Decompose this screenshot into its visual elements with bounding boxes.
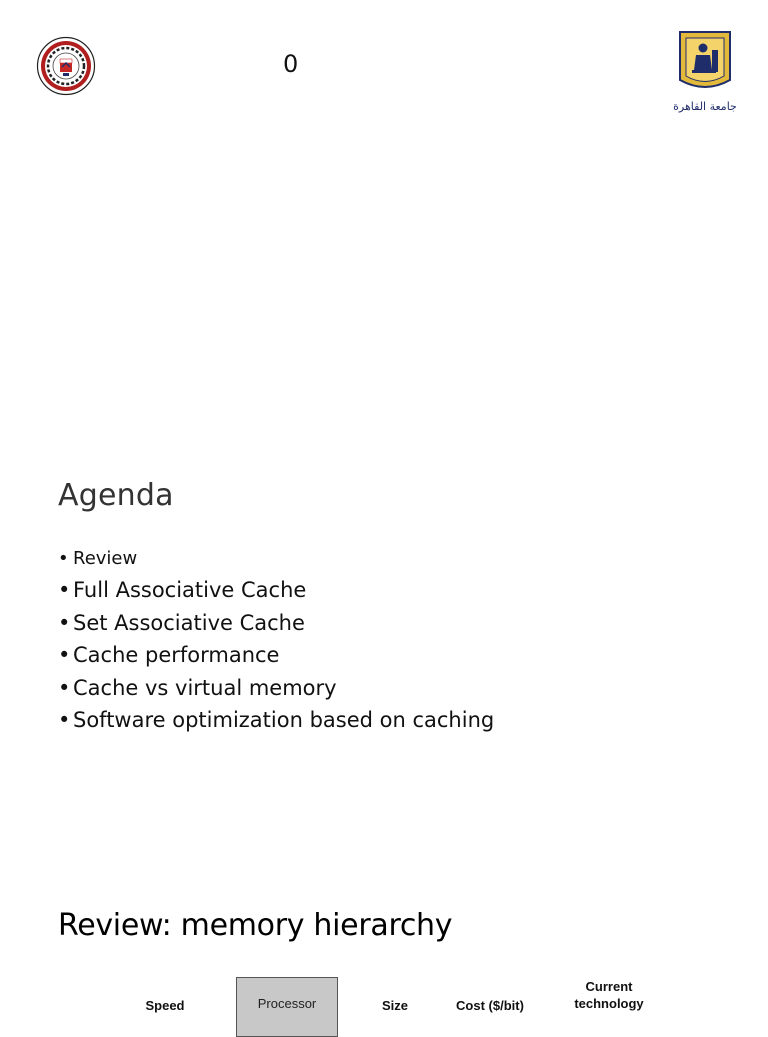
agenda-item-text: Set Associative Cache [73, 610, 305, 635]
agenda-item [58, 548, 494, 578]
review-title: Review: memory hierarchy [58, 908, 453, 943]
size-label: Size [381, 998, 408, 1013]
bullet-icon: • [58, 708, 71, 732]
agenda-item-text: Cache performance [73, 643, 280, 667]
agenda-item-text: Cache vs virtual memory [73, 675, 337, 700]
agenda-item [58, 578, 494, 611]
agenda-item [58, 611, 494, 644]
agenda-item [58, 676, 494, 709]
university-logo [672, 28, 738, 118]
agenda-item [58, 643, 494, 676]
university-logo-caption: جامعة القاهرة [673, 100, 737, 113]
slide-title [0, 0, 768, 440]
bullet-icon: • [58, 643, 71, 667]
agenda-item-text: Software optimization based on caching [73, 708, 495, 732]
bullet-icon: • [58, 610, 71, 635]
agenda-item-text: Review [73, 548, 138, 569]
technology-label-line1: Current [585, 979, 633, 994]
agenda-item [58, 708, 494, 741]
bullet-icon: • [58, 675, 71, 700]
page-number: 0 [283, 50, 299, 78]
faculty-seal-logo [36, 36, 96, 96]
technology-label-line2: technology [574, 996, 644, 1011]
cost-label: Cost ($/bit) [456, 998, 524, 1013]
bullet-icon: • [58, 548, 69, 569]
bullet-icon: • [58, 578, 71, 602]
agenda-item-text: Full Associative Cache [73, 578, 307, 602]
processor-box [236, 977, 338, 1037]
speed-label: Speed [145, 998, 185, 1013]
agenda-list [58, 548, 494, 741]
agenda-title: Agenda [58, 478, 174, 513]
processor-label: Processor [257, 996, 317, 1011]
